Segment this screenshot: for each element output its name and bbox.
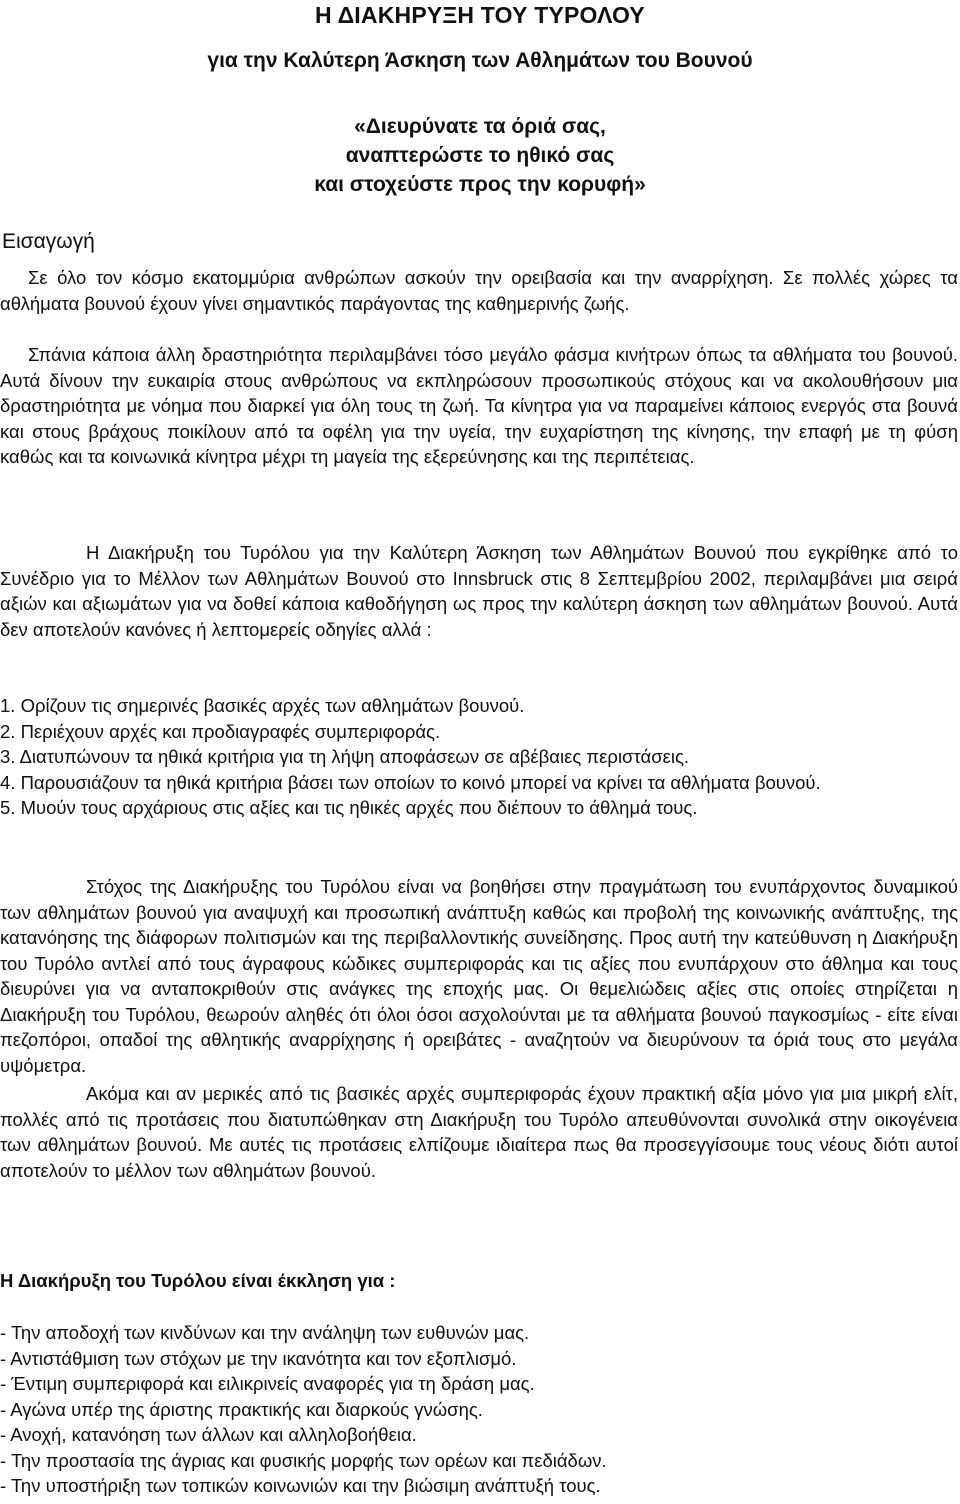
list-item: - Αγώνα υπέρ της άριστης πρακτικής και διαρκούς γνώσης. bbox=[0, 1398, 483, 1420]
call-list bbox=[0, 1320, 958, 1499]
list-item: - Την αποδοχή των κινδύνων και την ανάληψη των ευθυνών μας. bbox=[0, 1322, 530, 1343]
paragraph: Στόχος της Διακήρυξης του Τυρόλου είναι να βοηθήσει στην πραγμάτωση του ενυπάρχοντος δυναμικού των αθλημάτων βουνού για αναψυχή και προσωπική ανάπτυξη καθώς και προβολή της κοινωνικής ανάπτυξης, της κατανόησης της διάφορων πολιτισμών και της περιβαλλοντικής συνείδησης. Προς αυτή την κατεύθυνση η Διακήρυξη του Τυρόλο αντλεί από τους άγραφους κώδικες συμπεριφοράς και τις αξίες που ενυπάρχουν στο άθλημα και τους διευρύνει για να ανταποκριθούν στις ανάγκες της εποχής μας. Οι θεμελιώδεις αξίες στις οποίες στηρίζεται η Διακήρυξη του Τυρόλου, θεωρούν αληθές ότι όλοι όσοι ασχολούνται με τα αθλήματα βουνού παγκοσμίως - είτε είναι πεζοπόροι, οπαδοί της αθλητικής αναρρίχησης ή ορειβάτες - αναζητούν να διευρύνουν τα όριά τους στο μεγάλα υψόμετρα. bbox=[0, 876, 958, 1076]
numbered-list bbox=[0, 693, 958, 821]
page-subtitle: για την Καλύτερη Άσκηση των Αθλημάτων του Βουνού bbox=[207, 49, 753, 72]
list-item: - Έντιμη συμπεριφορά και ειλικρινείς αναφορές για τη δράση μας. bbox=[0, 1373, 535, 1394]
list-item: 4. Παρουσιάζουν τα ηθικά κριτήρια βάσει των οποίων το κοινό μπορεί να κρίνει τα αθλήματα βουνού. bbox=[0, 771, 821, 793]
paragraph: Ακόμα και αν μερικές από τις βασικές αρχές συμπεριφοράς έχουν πρακτική αξία μόνο για μια μικρή ελίτ, πολλές από τις προτάσεις που διατυπώθηκαν στη Διακήρυξη του Τυρόλο απευθύνονται συνολικά στην οικογένεια των αθλημάτων βουνού. Με αυτές τις προτάσεις ελπίζουμε ιδιαίτερα πως θα προσεγγίσουμε τους νέους διότι αυτοί αποτελούν το μέλλον των αθλημάτων βουνού. bbox=[0, 1083, 958, 1181]
list-item: 3. Διατυπώνουν τα ηθικά κριτήρια για τη λήψη αποφάσεων σε αβέβαιες περιστάσεις. bbox=[0, 746, 690, 767]
page-title: Η ΔΙΑΚΗΡΥΞΗ ΤΟΥ ΤΥΡΟΛΟΥ bbox=[315, 2, 645, 28]
motto-line: αναπτερώστε το ηθικό σας bbox=[345, 144, 615, 167]
motto-line: «Διευρύνατε τα όριά σας, bbox=[354, 115, 606, 138]
paragraph: Σε όλο τον κόσμο εκατομμύρια ανθρώπων ασκούν την ορειβασία και την αναρρίχηση. Σε πολλές χώρες τα αθλήματα βουνού έχουν γίνει σημαντικός παράγοντας της καθημερινής ζωής. bbox=[0, 267, 958, 314]
paragraph: Η Διακήρυξη του Τυρόλου για την Καλύτερη Άσκηση των Αθλημάτων Βουνού που εγκρίθηκε από το Συνέδριο για το Μέλλον των Αθλημάτων Βουνού στο Innsbruck στις 8 Σεπτεμβρίου 2002, περιλαμβάνει μια σειρά αξιών και αξιωμάτων για να δοθεί κάποια καθοδήγηση ως προς την καλύτερη άσκηση των αθλημάτων βουνού. Αυτά δεν αποτελούν κανόνες ή λεπτομερείς οδηγίες αλλά : bbox=[0, 542, 958, 640]
list-item: - Την προστασία της άγριας και φυσικής μορφής των ορέων και πεδιάδων. bbox=[0, 1449, 607, 1471]
list-item: 1. Ορίζουν τις σημερινές βασικές αρχές των αθλημάτων βουνού. bbox=[0, 695, 525, 716]
call-heading: Η Διακήρυξη του Τυρόλου είναι έκκληση για : bbox=[0, 1270, 396, 1291]
list-item: 5. Μυούν τους αρχάριους στις αξίες και τις ηθικές αρχές που διέπουν το άθλημά τους. bbox=[0, 797, 698, 818]
section-heading-introduction: Εισαγωγή bbox=[2, 230, 95, 253]
list-item: - Την υποστήριξη των τοπικών κοινωνιών και την βιώσιμη ανάπτυξή τους. bbox=[0, 1475, 601, 1496]
motto bbox=[0, 112, 960, 199]
paragraph: Σπάνια κάποια άλλη δραστηριότητα περιλαμβάνει τόσο μεγάλο φάσμα κινήτρων όπως τα αθλήματα του βουνού. Αυτά δίνουν την ευκαιρία στους ανθρώπους να εκπληρώσουν προσωπικούς στόχους και να ακολουθήσουν μια δραστηριότητα με νόημα που διαρκεί για όλη τους τη ζωή. Τα κίνητρα για να παραμείνει κάποιος ενεργός στα βουνά και στους βράχους ποικίλουν από τα οφέλη για την υγεία, την ευχαρίστηση της κίνησης, την επαφή με τη φύση καθώς και τα κοινωνικά κίνητρα μέχρι τη μαγεία της εξερεύνησης και της περιπέτειας. bbox=[0, 344, 958, 467]
motto-line: και στοχεύστε προς την κορυφή» bbox=[314, 173, 646, 196]
list-item: - Αντιστάθμιση των στόχων με την ικανότητα και τον εξοπλισμό. bbox=[0, 1347, 517, 1369]
list-item: 2. Περιέχουν αρχές και προδιαγραφές συμπεριφοράς. bbox=[0, 720, 441, 742]
list-item: - Ανοχή, κατανόηση των άλλων και αλληλοβοήθεια. bbox=[0, 1424, 417, 1445]
